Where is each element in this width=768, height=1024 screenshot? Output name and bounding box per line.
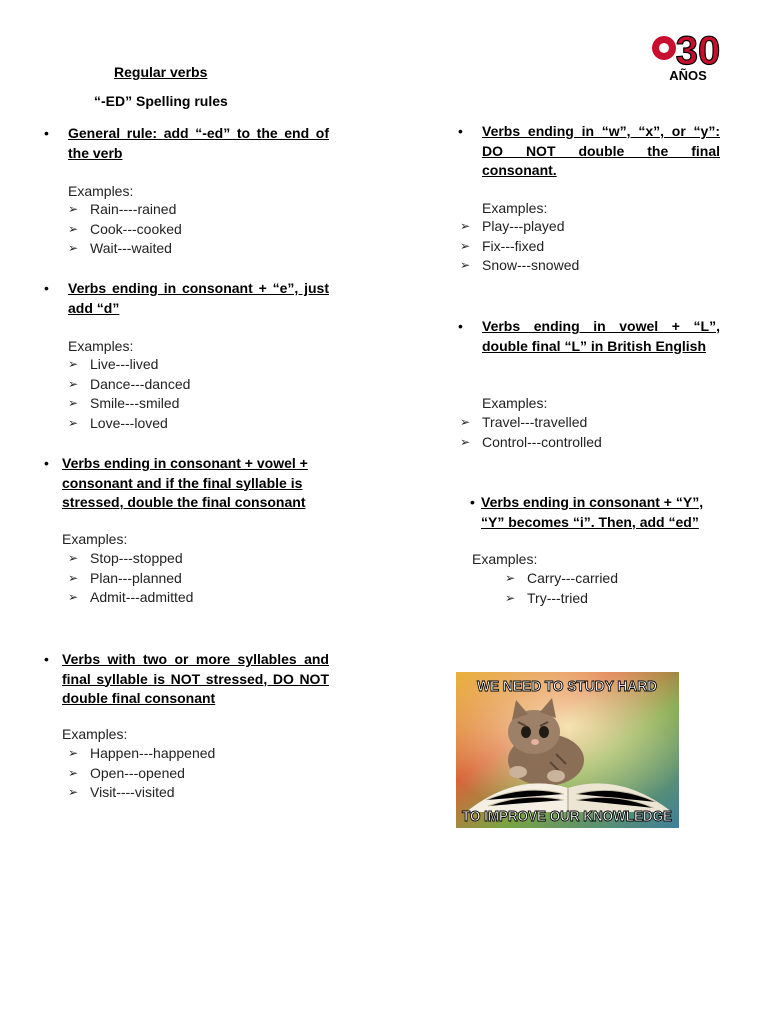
list-item (460, 217, 579, 237)
list-item (68, 764, 215, 784)
arrow-bullet-icon: ➢ (460, 258, 471, 272)
arrow-bullet-icon: ➢ (68, 590, 79, 604)
list-item (68, 588, 193, 608)
arrow-bullet-icon: ➢ (68, 376, 79, 391)
example-text: Try---tried (527, 589, 588, 606)
list-item (68, 239, 182, 259)
example-text: Open---opened (90, 764, 185, 781)
list-item (68, 783, 215, 803)
example-text: Travel---travelled (482, 414, 588, 430)
examples-list (460, 217, 579, 276)
examples-list (68, 549, 193, 608)
arrow-bullet-icon: ➢ (68, 746, 79, 760)
arrow-bullet-icon: ➢ (505, 590, 516, 605)
example-text: Carry---carried (527, 570, 618, 586)
bullet: • (470, 494, 475, 510)
logo-number: 30 (675, 29, 721, 73)
example-text: Cook---cooked (90, 220, 182, 237)
list-item (68, 549, 193, 569)
example-text: Fix---fixed (482, 237, 545, 254)
bullet: • (44, 455, 49, 471)
examples-list (505, 569, 618, 608)
example-text: Snow---snowed (482, 257, 580, 273)
examples-label: Examples: (68, 338, 134, 354)
list-item (68, 375, 190, 395)
list-item (460, 413, 602, 433)
examples-list (68, 200, 182, 259)
list-item (68, 569, 193, 589)
list-item (68, 200, 182, 220)
arrow-bullet-icon: ➢ (460, 434, 471, 449)
rule-heading: Verbs ending in consonant + “Y”, “Y” becomes “i”. Then, add “ed” (481, 494, 704, 530)
examples-label: Examples: (62, 726, 128, 742)
arrow-bullet-icon: ➢ (460, 219, 471, 233)
examples-label: Examples: (482, 395, 548, 411)
list-item (68, 744, 215, 764)
page-subtitle: “-ED” Spelling rules (94, 93, 228, 109)
example-text: Stop---stopped (90, 550, 183, 566)
example-text: Rain----rained (90, 201, 177, 217)
arrow-bullet-icon: ➢ (68, 202, 79, 216)
arrow-bullet-icon: ➢ (68, 551, 79, 565)
examples-list (460, 413, 602, 452)
example-text: Play---played (482, 218, 565, 234)
list-item (68, 355, 190, 375)
list-item (460, 237, 579, 257)
arrow-bullet-icon: ➢ (68, 221, 79, 236)
arrow-bullet-icon: ➢ (68, 415, 79, 430)
arrow-bullet-icon: ➢ (68, 765, 79, 780)
bullet: • (44, 125, 49, 141)
rule-heading: Verbs ending in consonant + “e”, just add “d” (68, 280, 329, 316)
example-text: Live---lived (90, 356, 159, 372)
thirty-years-logo (646, 28, 728, 84)
rule-heading: Verbs ending in consonant + vowel + consonant and if the final syllable is stressed, double the final consonant (62, 455, 308, 510)
rule-heading: Verbs ending in “w”, “x”, or “y”: DO NOT double the final consonant. (482, 123, 720, 178)
arrow-bullet-icon: ➢ (68, 357, 79, 371)
kitten-reading-meme (456, 672, 679, 828)
example-text: Love---loved (90, 414, 168, 431)
list-item (68, 394, 190, 414)
example-text: Plan---planned (90, 569, 182, 586)
arrow-bullet-icon: ➢ (460, 415, 471, 429)
meme-bottom-text: TO IMPROVE OUR KNOWLEDGE (462, 808, 672, 825)
examples-label: Examples: (68, 183, 134, 199)
arrow-bullet-icon: ➢ (460, 238, 471, 253)
example-text: Control---controlled (482, 433, 602, 450)
bullet: • (44, 280, 49, 296)
rule-heading: Verbs ending in vowel + “L”, double final “L” in British English (482, 318, 720, 354)
logo-word: AÑOS (669, 68, 707, 83)
examples-label: Examples: (472, 551, 538, 567)
examples-label: Examples: (482, 200, 548, 216)
list-item (505, 569, 618, 589)
example-text: Admit---admitted (90, 589, 194, 605)
examples-list (68, 355, 190, 433)
rule-heading: Verbs with two or more syllables and final syllable is NOT stressed, DO NOT double final consonant (62, 651, 329, 706)
list-item (460, 433, 602, 453)
list-item (505, 589, 618, 609)
arrow-bullet-icon: ➢ (68, 570, 79, 585)
rule-heading: General rule: add “-ed” to the end of the verb (68, 125, 329, 161)
example-text: Smile---smiled (90, 395, 180, 411)
meme-image (456, 672, 679, 828)
arrow-bullet-icon: ➢ (505, 571, 516, 585)
example-text: Happen---happened (90, 745, 216, 761)
example-text: Dance---danced (90, 375, 191, 392)
list-item (460, 256, 579, 276)
bullet: • (44, 651, 49, 667)
arrow-bullet-icon: ➢ (68, 396, 79, 410)
examples-label: Examples: (62, 531, 128, 547)
page-title: Regular verbs (114, 64, 208, 80)
examples-list (68, 744, 215, 803)
bullet: • (458, 123, 463, 139)
arrow-bullet-icon: ➢ (68, 785, 79, 799)
meme-top-text: WE NEED TO STUDY HARD (477, 678, 658, 695)
example-text: Visit----visited (90, 784, 175, 800)
bullet: • (458, 318, 463, 334)
example-text: Wait---waited (90, 240, 172, 256)
arrow-bullet-icon: ➢ (68, 241, 79, 255)
list-item (68, 414, 190, 434)
list-item (68, 220, 182, 240)
